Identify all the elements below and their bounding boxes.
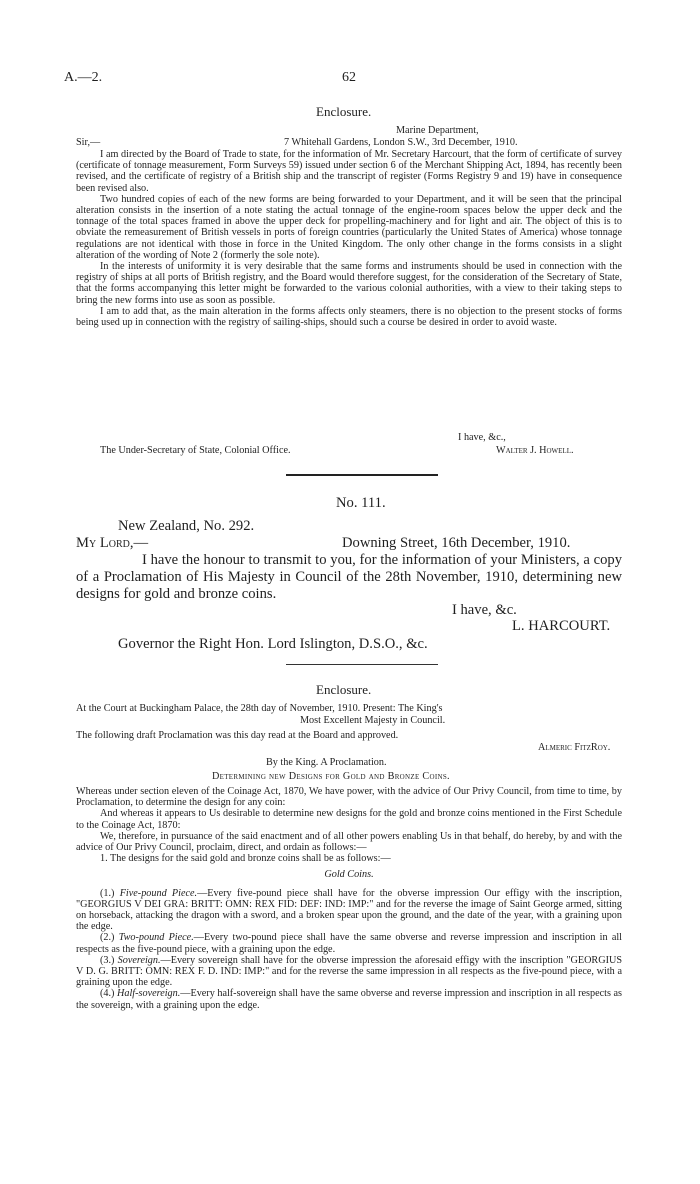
- council-signatory: Almeric FitzRoy.: [538, 742, 611, 753]
- coin-description: —Every five-pound piece shall have for the obverse impression Our effigy with the inscription, "GEORGIUS V DEI GRA: BRITT: OMN: REX FID: DEF: IND: IMP:" and for the reverse the image of Saint George armed, sitting on horseback, attacking the dragon with a sword, and a broken spear upon the ground, and the date of the year, with a graining upon the edge.: [76, 887, 623, 933]
- despatch-address-date: Downing Street, 16th December, 1910.: [342, 535, 571, 551]
- clause-number: (4.): [100, 988, 115, 1000]
- coin-clause: [76, 932, 622, 954]
- enclosure-heading: Enclosure.: [316, 682, 372, 697]
- proclamation-paragraph: Whereas under section eleven of the Coinage Act, 1870, We have power, with the advice of Our Privy Council, from time to time, by Proclamation, to determine the design for any coin:: [76, 786, 622, 809]
- by-the-king: By the King. A Proclamation.: [266, 757, 387, 768]
- letter-addressee: The Under-Secretary of State, Colonial Office.: [100, 445, 291, 456]
- draft-line: The following draft Proclamation was this day read at the Board and approved.: [76, 730, 399, 741]
- coin-clause: [76, 955, 622, 989]
- court-line: At the Court at Buckingham Palace, the 28th day of November, 1910. Present: The King's: [76, 703, 443, 714]
- section-divider: [286, 664, 438, 665]
- coin-clause: [76, 988, 622, 1010]
- section-divider: [286, 474, 438, 476]
- court-line-continued: Most Excellent Majesty in Council.: [300, 715, 446, 726]
- clause-number: (1.): [100, 887, 115, 899]
- department-line: Marine Department,: [396, 125, 479, 136]
- enclosure-letter-body: [76, 149, 622, 328]
- letter-paragraph: In the interests of uniformity it is very desirable that the same forms and instruments should be used in connection with the registry of ships at all ports of British registry, and the Board would therefore suggest, for the consideration of the Secretary of State, that the forms accompanying this letter might be forwarded to the various colonial authorities, with a view to their taking steps to bring the new forms into use as soon as possible.: [76, 261, 622, 306]
- letter-paragraph: Two hundred copies of each of the new forms are being forwarded to your Department, and it will be seen that the principal alteration consists in the insertion of a note stating the actual tonnage of the engine-room spaces below the upper deck and the tonnage of the total spaces framed in above the upper deck for propelling-machinery and for light and air. The object of this is to obviate the remeasurement of British vessels in ports of foreign countries (particularly the United States of America) whose tonnage regulations are not identical with those in force in the United Kingdom. The only other change in the forms consists in a slight alteration of the wording of Note 2 (formerly the sole note).: [76, 193, 622, 261]
- despatch-number: No. 111.: [336, 495, 386, 511]
- coin-clause: [76, 888, 622, 933]
- despatch-addressee: Governor the Right Hon. Lord Islington, D.S.O., &c.: [118, 636, 428, 652]
- coin-description: —Every half-sovereign shall have the same obverse and reverse impression and inscription in all respects as the sovereign, with a graining upon the edge.: [76, 988, 622, 1011]
- page-number: 62: [342, 70, 356, 85]
- page-ref: A.—2.: [64, 70, 103, 85]
- address-date: 7 Whitehall Gardens, London S.W., 3rd December, 1910.: [284, 137, 518, 148]
- letter-signature: Walter J. Howell.: [496, 445, 574, 456]
- coin-name: Sovereign.: [117, 954, 161, 966]
- coin-name: Half-sovereign.: [117, 988, 181, 1000]
- letter-closing: I have, &c.,: [458, 432, 506, 443]
- clause-number: (2.): [100, 932, 115, 944]
- letter-paragraph: I am directed by the Board of Trade to state, for the information of Mr. Secretary Harcourt, that the form of certificate of survey (certificate of tonnage measurement, Form Surveys 59) issued under section 6 of the Merchant Shipping Act, 1894, has recently been revised, and the certificate of registry of a British ship and the transcript of register (Forms Registry 9 and 19) have in consequence been revised also.: [76, 149, 622, 194]
- proclamation-paragraph: 1. The designs for the said gold and bronze coins shall be as follows:—: [100, 853, 391, 865]
- coin-name: Two-pound Piece.: [118, 932, 194, 944]
- despatch-body: I have the honour to transmit to you, for the information of your Ministers, a copy of a Proclamation of His Majesty in Council of the 28th November, 1910, determining new designs for gold and bronze coins.: [76, 552, 622, 602]
- coin-description: —Every sovereign shall have for the obverse impression the aforesaid effigy with the inscription "GEORGIUS V D. G. BRITT: OMN: REX F. D. IND: IMP:" and for the reverse the same impression in all respects as the five-pound piece, with a graining upon the edge.: [76, 954, 623, 989]
- proclamation-paragraph: We, therefore, in pursuance of the said enactment and of all other powers enabling Us in that behalf, do hereby, by and with the advice of Our Privy Council, proclaim, direct, and ordain as follows:—: [76, 830, 622, 854]
- letter-paragraph: I am to add that, as the main alteration in the forms affects only steamers, there is no objection to the present stocks of forms being used up in connection with the registry of sailing-ships, should such a course be desired in order to avoid waste.: [76, 305, 622, 329]
- enclosure-heading: Enclosure.: [316, 104, 372, 119]
- coin-description: —Every two-pound piece shall have the same obverse and reverse impression and inscription in all respects as the five-pound piece, with a graining upon the edge.: [76, 932, 623, 955]
- gold-coins-heading: Gold Coins.: [324, 869, 374, 881]
- despatch-closing: I have, &c.: [452, 602, 517, 618]
- coin-name: Five-pound Piece.: [119, 887, 198, 899]
- proclamation-title: Determining new Designs for Gold and Bronze Coins.: [212, 771, 450, 782]
- despatch-salutation: My Lord,—: [76, 535, 149, 551]
- despatch-signature: L. HARCOURT.: [512, 618, 611, 634]
- proclamation-paragraph: And whereas it appears to Us desirable to determine new designs for the gold and bronze coins mentioned in the First Schedule to the Coinage Act, 1870:: [76, 808, 622, 831]
- proclamation-body: [76, 786, 622, 1011]
- salutation: Sir,—: [76, 137, 101, 148]
- despatch-series: New Zealand, No. 292.: [118, 518, 255, 534]
- clause-number: (3.): [100, 954, 115, 966]
